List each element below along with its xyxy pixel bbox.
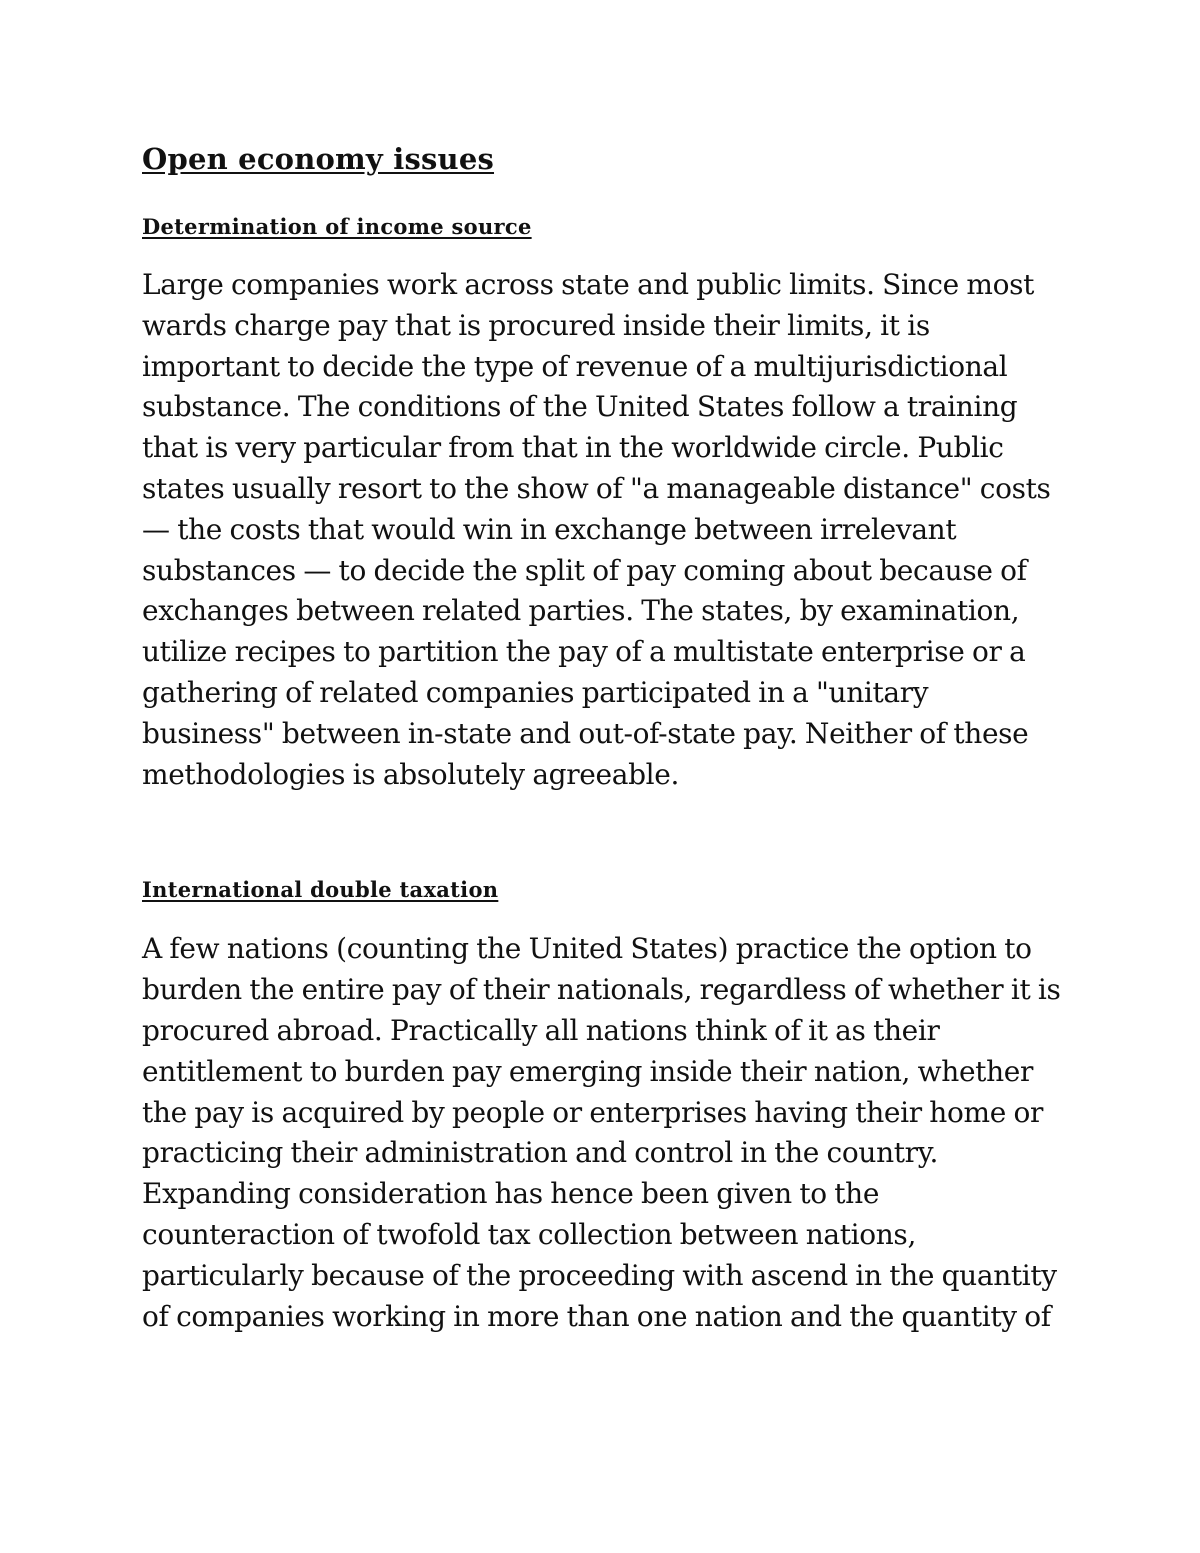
text-line: substances — to decide the split of pay coming about because of [142,553,1027,587]
section-heading-double-taxation: International double taxation [142,877,499,903]
text-line: counteraction of twofold tax collection between nations, [142,1217,917,1251]
text-line: wards charge pay that is procured inside their limits, it is [142,308,930,342]
paragraph-double-taxation [142,929,1072,1337]
text-line: entitlement to burden pay emerging inside their nation, whether [142,1054,1034,1088]
text-line: the pay is acquired by people or enterprises having their home or [142,1095,1044,1129]
document-content [142,138,1072,1337]
text-line: A few nations (counting the United States) practice the option to [142,932,1032,966]
text-line: practicing their administration and control in the country. [142,1136,938,1170]
document-title: Open economy issues [142,142,495,176]
text-line: procured abroad. Practically all nations think of it as their [142,1013,940,1047]
text-line: business" between in-state and out-of-state pay. Neither of these [142,716,1029,750]
text-line: important to decide the type of revenue of a multijurisdictional [142,349,1008,383]
text-line: gathering of related companies participated in a "unitary [142,675,929,709]
text-line: Large companies work across state and public limits. Since most [142,268,1035,301]
text-line: — the costs that would win in exchange between irrelevant [142,512,957,546]
text-line: that is very particular from that in the worldwide circle. Public [142,431,1004,465]
text-line: Expanding consideration has hence been given to the [142,1177,880,1211]
text-line: substance. The conditions of the United States follow a training [142,390,1018,424]
text-line: methodologies is absolutely agreeable. [142,757,680,791]
text-line: burden the entire pay of their nationals, regardless of whether it is [142,973,1061,1007]
text-line: exchanges between related parties. The states, by examination, [142,594,1020,628]
text-line: of companies working in more than one nation and the quantity of [142,1299,1051,1333]
section-heading-income-source: Determination of income source [142,214,532,239]
text-line: utilize recipes to partition the pay of a multistate enterprise or a [142,635,1026,669]
paragraph-income-source [142,265,1072,795]
text-line: states usually resort to the show of "a manageable distance" costs [142,471,1051,505]
text-line: particularly because of the proceeding with ascend in the quantity [142,1258,1057,1292]
